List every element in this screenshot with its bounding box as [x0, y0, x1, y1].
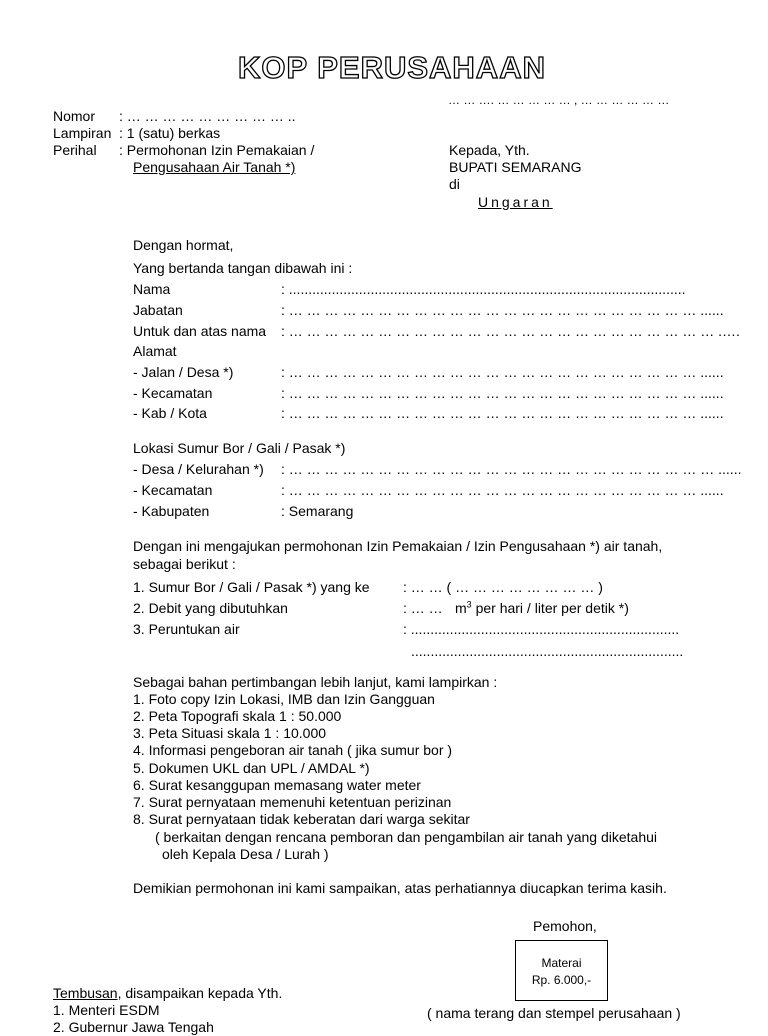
field-label-kab: - Kab / Kota [133, 405, 207, 421]
lampiran-item: 4. Informasi pengeboran air tanah ( jika sumur bor ) [133, 742, 453, 758]
lokasi-title: Lokasi Sumur Bor / Gali / Pasak *) [133, 440, 346, 456]
kop-perusahaan-title [0, 40, 768, 90]
field-value-jabatan: : … … … … … … … … … … … … … … … … … … … … … … … ...... [281, 302, 724, 318]
lampiran-item: 7. Surat pernyataan memenuhi ketentuan perizinan [133, 794, 452, 810]
field-value-kecamatan: : … … … … … … … … … … … … … … … … … … … … … … … ...... [281, 385, 724, 401]
perihal-label: Perihal [53, 142, 97, 158]
salam: Dengan hormat, [133, 237, 234, 253]
intro: Yang bertanda tangan dibawah ini : [133, 260, 353, 276]
item-label-debit: 2. Debit yang dibutuhkan [133, 600, 288, 616]
perihal-value-line2: Pengusahaan Air Tanah *) [133, 159, 296, 175]
field-label-atas-nama: Untuk dan atas nama [133, 323, 267, 339]
field-label-alamat: Alamat [133, 343, 177, 359]
lampiran-label: Lampiran [53, 125, 112, 141]
lampiran-item: 2. Peta Topografi skala 1 : 50.000 [133, 708, 342, 724]
lampiran-note-line2: oleh Kepala Desa / Lurah ) [162, 846, 329, 862]
lampiran-item: 6. Surat kesanggupan memasang water meter [133, 777, 421, 793]
materai-text: Materai [541, 956, 582, 970]
field-value-nama: : ...................................................................................................... [281, 281, 686, 297]
lokasi-value-desa: : … … … … … … … … … … … … … … … … … … … … … … … … ...... [281, 461, 742, 477]
tembusan-item: 1. Menteri ESDM [53, 1002, 160, 1018]
field-label-jalan: - Jalan / Desa *) [133, 364, 234, 380]
kop-text: KOP PERUSAHAAN [238, 50, 546, 85]
lokasi-label-kabupaten: - Kabupaten [133, 503, 210, 519]
item-label-sumur: 1. Sumur Bor / Gali / Pasak *) yang ke [133, 579, 370, 595]
item-value-debit: : … … [403, 600, 443, 616]
lampiran-item: 3. Peta Situasi skala 1 : 10.000 [133, 725, 327, 741]
field-value-atas-nama: : … … … … … … … … … … … … … … … … … … … … … … … … .…. [281, 323, 740, 339]
lampiran-item: 8. Surat pernyataan tidak keberatan dari warga sekitar [133, 811, 470, 827]
lokasi-label-desa: - Desa / Kelurahan *) [133, 461, 264, 477]
item-value-sumur: : … … ( … … … … … … … … ) [403, 579, 603, 595]
kepada-yth: Kepada, Yth. [449, 142, 530, 158]
materai-box [515, 940, 608, 1001]
materai-value: Rp. 6.000,- [531, 973, 592, 987]
mengajukan-line2: sebagai berikut : [133, 556, 236, 572]
lampiran-value: : 1 (satu) berkas [119, 125, 221, 141]
field-label-kecamatan: - Kecamatan [133, 385, 213, 401]
lokasi-value-kecamatan: : … … … … … … … … … … … … … … … … … … … … … … … ...... [281, 482, 724, 498]
date-line: … … …. … … … … … , … … … … … … [448, 93, 670, 107]
item-peruntukan-cont: ...................................................................... [411, 643, 684, 659]
bupati: BUPATI SEMARANG [449, 159, 582, 175]
lampiran-item: 5. Dokumen UKL dan UPL / AMDAL *) [133, 760, 370, 776]
item-value-peruntukan: : ..................................................................... [403, 621, 680, 637]
item-label-peruntukan: 3. Peruntukan air [133, 621, 240, 637]
field-value-kab: : … … … … … … … … … … … … … … … … … … … … … … … ...... [281, 405, 724, 421]
field-label-nama: Nama [133, 281, 171, 297]
kota-ungaran: Ungaran [478, 194, 553, 210]
tembusan-item: 2. Gubernur Jawa Tengah [53, 1019, 214, 1035]
di: di [449, 176, 460, 192]
mengajukan-line1: Dengan ini mengajukan permohonan Izin Pemakaian / Izin Pengusahaan *) air tanah, [133, 538, 663, 554]
nomor-label: Nomor [53, 108, 96, 124]
lampiran-item: 1. Foto copy Izin Lokasi, IMB dan Izin Gangguan [133, 691, 435, 707]
pemohon-label: Pemohon, [533, 918, 597, 934]
lokasi-value-kabupaten: : Semarang [281, 503, 354, 519]
nama-terang: ( nama terang dan stempel perusahaan ) [427, 1005, 681, 1021]
tembusan: Tembusan, disampaikan kepada Yth. [53, 985, 283, 1001]
field-value-jalan: : … … … … … … … … … … … … … … … … … … … … … … … ...... [281, 364, 724, 380]
item-unit-debit: $m^3$ per hari / liter per detik *) [455, 599, 629, 616]
lampiran-title: Sebagai bahan pertimbangan lebih lanjut, kami lampirkan : [133, 674, 498, 690]
penutup: Demikian permohonan ini kami sampaikan, atas perhatiannya diucapkan terima kasih. [133, 880, 667, 896]
nomor-value: : … … … … … … … … … .. [119, 108, 296, 124]
lampiran-note-line1: ( berkaitan dengan rencana pemboran dan pengambilan air tanah yang diketahui [155, 829, 658, 845]
lokasi-label-kecamatan: - Kecamatan [133, 482, 213, 498]
perihal-value: : Permohonan Izin Pemakaian / [119, 142, 315, 158]
field-label-jabatan: Jabatan [133, 302, 183, 318]
